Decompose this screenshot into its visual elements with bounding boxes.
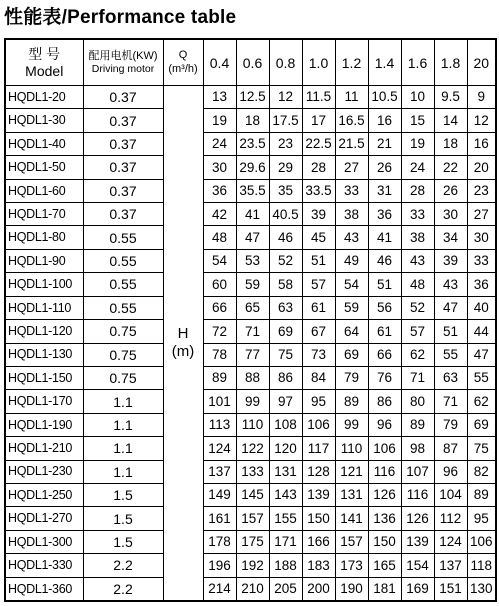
- model-cell: HQDL1-100: [5, 273, 83, 296]
- flow-value-header: 0.6: [236, 39, 269, 86]
- head-value-cell: 21.5: [335, 132, 368, 155]
- head-value-cell: 33: [401, 203, 434, 226]
- head-value-cell: 52: [401, 296, 434, 319]
- head-value-cell: 101: [203, 390, 236, 413]
- head-value-cell: 44: [467, 320, 496, 343]
- motor-header-en: Driving motor: [91, 62, 155, 75]
- model-cell: HQDL1-130: [5, 343, 83, 366]
- motor-power-cell: 1.5: [83, 530, 163, 553]
- head-value-cell: 79: [335, 366, 368, 389]
- head-value-cell: 47: [467, 343, 496, 366]
- head-value-cell: 60: [203, 273, 236, 296]
- motor-power-cell: 1.5: [83, 507, 163, 530]
- head-value-cell: 126: [368, 483, 401, 506]
- head-value-cell: 22: [434, 156, 467, 179]
- head-value-cell: 120: [269, 437, 302, 460]
- head-value-cell: 26: [368, 156, 401, 179]
- head-value-cell: 106: [467, 530, 496, 553]
- head-value-cell: 11: [335, 86, 368, 109]
- head-value-cell: 117: [302, 437, 335, 460]
- head-value-cell: 112: [434, 507, 467, 530]
- head-value-cell: 72: [203, 320, 236, 343]
- head-value-cell: 89: [467, 483, 496, 506]
- head-value-cell: 86: [368, 390, 401, 413]
- head-value-cell: 154: [401, 554, 434, 577]
- head-value-cell: 46: [368, 249, 401, 272]
- head-value-cell: 28: [302, 156, 335, 179]
- flow-header: [163, 39, 203, 86]
- motor-power-cell: 0.37: [83, 203, 163, 226]
- head-value-cell: 30: [434, 203, 467, 226]
- motor-power-cell: 0.75: [83, 320, 163, 343]
- head-label: H: [177, 325, 189, 343]
- head-value-cell: 27: [467, 203, 496, 226]
- motor-power-cell: 0.75: [83, 366, 163, 389]
- head-value-cell: 133: [236, 460, 269, 483]
- head-value-cell: 80: [401, 390, 434, 413]
- head-value-cell: 11.5: [302, 86, 335, 109]
- head-value-cell: 14: [434, 109, 467, 132]
- head-value-cell: 51: [434, 320, 467, 343]
- head-value-cell: 175: [236, 530, 269, 553]
- model-cell: HQDL1-110: [5, 296, 83, 319]
- head-value-cell: 71: [401, 366, 434, 389]
- head-value-cell: 48: [203, 226, 236, 249]
- head-value-cell: 15: [401, 109, 434, 132]
- model-cell: HQDL1-150: [5, 366, 83, 389]
- header-row: [5, 39, 496, 86]
- head-value-cell: 143: [269, 483, 302, 506]
- head-value-cell: 122: [236, 437, 269, 460]
- head-value-cell: 51: [368, 273, 401, 296]
- head-value-cell: 16.5: [335, 109, 368, 132]
- head-unit: (m): [171, 343, 195, 361]
- table-row: [5, 366, 496, 389]
- head-value-cell: 131: [335, 483, 368, 506]
- head-value-cell: 41: [236, 203, 269, 226]
- head-value-cell: 121: [335, 460, 368, 483]
- head-value-cell: 73: [302, 343, 335, 366]
- head-value-cell: 47: [434, 296, 467, 319]
- head-value-cell: 192: [236, 554, 269, 577]
- head-value-cell: 10.5: [368, 86, 401, 109]
- model-cell: HQDL1-270: [5, 507, 83, 530]
- head-value-cell: 54: [335, 273, 368, 296]
- head-value-cell: 190: [335, 577, 368, 601]
- motor-power-cell: 1.1: [83, 413, 163, 436]
- head-value-cell: 205: [269, 577, 302, 601]
- head-value-cell: 75: [269, 343, 302, 366]
- head-value-cell: 29.6: [236, 156, 269, 179]
- head-value-cell: 84: [302, 366, 335, 389]
- head-value-cell: 41: [368, 226, 401, 249]
- motor-power-cell: 0.75: [83, 343, 163, 366]
- head-value-cell: 99: [236, 390, 269, 413]
- performance-table: [4, 38, 497, 602]
- head-value-cell: 45: [302, 226, 335, 249]
- head-value-cell: 18: [236, 109, 269, 132]
- head-value-cell: 64: [335, 320, 368, 343]
- head-value-cell: 56: [368, 296, 401, 319]
- model-cell: HQDL1-30: [5, 109, 83, 132]
- head-value-cell: 110: [236, 413, 269, 436]
- head-value-cell: 53: [236, 249, 269, 272]
- head-value-cell: 66: [203, 296, 236, 319]
- head-value-cell: 157: [236, 507, 269, 530]
- head-value-cell: 76: [368, 366, 401, 389]
- flow-value-header: 1.4: [368, 39, 401, 86]
- model-cell: HQDL1-360: [5, 577, 83, 601]
- table-row: [5, 179, 496, 202]
- head-value-cell: 71: [434, 390, 467, 413]
- head-value-cell: 89: [335, 390, 368, 413]
- head-value-cell: 131: [269, 460, 302, 483]
- head-value-cell: 145: [236, 483, 269, 506]
- model-cell: HQDL1-40: [5, 132, 83, 155]
- head-value-cell: 188: [269, 554, 302, 577]
- head-value-cell: 9.5: [434, 86, 467, 109]
- head-value-cell: 23: [467, 179, 496, 202]
- head-value-cell: 196: [203, 554, 236, 577]
- head-value-cell: 59: [236, 273, 269, 296]
- table-row: [5, 577, 496, 601]
- head-value-cell: 77: [236, 343, 269, 366]
- head-value-cell: 71: [236, 320, 269, 343]
- table-row: [5, 226, 496, 249]
- head-value-cell: 43: [434, 273, 467, 296]
- head-value-cell: 116: [401, 483, 434, 506]
- head-value-cell: 169: [401, 577, 434, 601]
- head-value-cell: 39: [434, 249, 467, 272]
- motor-power-cell: 1.1: [83, 390, 163, 413]
- motor-power-cell: 0.37: [83, 156, 163, 179]
- head-value-cell: 87: [434, 437, 467, 460]
- head-value-cell: 107: [401, 460, 434, 483]
- motor-header-cn: 配用电机(KW): [88, 49, 158, 62]
- motor-power-cell: 2.2: [83, 577, 163, 601]
- table-row: [5, 413, 496, 436]
- flow-value-header: 1.8: [434, 39, 467, 86]
- table-row: [5, 203, 496, 226]
- head-value-cell: 23.5: [236, 132, 269, 155]
- head-value-cell: 30: [203, 156, 236, 179]
- head-value-cell: 24: [203, 132, 236, 155]
- head-value-cell: 99: [335, 413, 368, 436]
- head-value-cell: 9: [467, 86, 496, 109]
- head-value-cell: 128: [302, 460, 335, 483]
- head-value-cell: 38: [401, 226, 434, 249]
- model-header: [5, 39, 83, 86]
- table-row: [5, 132, 496, 155]
- head-value-cell: 24: [401, 156, 434, 179]
- head-value-cell: 104: [434, 483, 467, 506]
- head-value-cell: 79: [434, 413, 467, 436]
- table-row: [5, 507, 496, 530]
- head-value-cell: 82: [467, 460, 496, 483]
- model-cell: HQDL1-90: [5, 249, 83, 272]
- head-value-cell: 137: [434, 554, 467, 577]
- table-row: [5, 554, 496, 577]
- motor-power-cell: 0.55: [83, 296, 163, 319]
- head-value-cell: 150: [368, 530, 401, 553]
- motor-power-cell: 1.5: [83, 483, 163, 506]
- motor-power-cell: 0.37: [83, 132, 163, 155]
- table-row: [5, 296, 496, 319]
- head-value-cell: 59: [335, 296, 368, 319]
- head-value-cell: 33.5: [302, 179, 335, 202]
- table-row: [5, 390, 496, 413]
- flow-value-header: 1.0: [302, 39, 335, 86]
- flow-value-header: 1.2: [335, 39, 368, 86]
- model-header-cn: 型 号: [28, 45, 61, 62]
- head-value-cell: 40: [467, 296, 496, 319]
- head-value-cell: 35.5: [236, 179, 269, 202]
- head-value-cell: 166: [302, 530, 335, 553]
- flow-value-header: 1.6: [401, 39, 434, 86]
- head-value-cell: 17.5: [269, 109, 302, 132]
- head-value-cell: 139: [401, 530, 434, 553]
- head-value-cell: 66: [368, 343, 401, 366]
- flow-value-header: 0.8: [269, 39, 302, 86]
- head-value-cell: 57: [302, 273, 335, 296]
- model-cell: HQDL1-250: [5, 483, 83, 506]
- head-value-cell: 36: [368, 203, 401, 226]
- motor-power-cell: 0.37: [83, 109, 163, 132]
- head-value-cell: 18: [434, 132, 467, 155]
- head-value-cell: 38: [335, 203, 368, 226]
- model-cell: HQDL1-210: [5, 437, 83, 460]
- head-label-cell: [163, 86, 203, 601]
- head-value-cell: 22.5: [302, 132, 335, 155]
- head-value-cell: 155: [269, 507, 302, 530]
- head-value-cell: 49: [335, 249, 368, 272]
- motor-power-cell: 0.55: [83, 273, 163, 296]
- head-value-cell: 141: [335, 507, 368, 530]
- table-row: [5, 320, 496, 343]
- head-value-cell: 210: [236, 577, 269, 601]
- model-cell: HQDL1-120: [5, 320, 83, 343]
- head-value-cell: 137: [203, 460, 236, 483]
- head-value-cell: 54: [203, 249, 236, 272]
- motor-power-cell: 1.1: [83, 437, 163, 460]
- head-value-cell: 65: [236, 296, 269, 319]
- flow-symbol: Q: [178, 49, 188, 62]
- page-title: 性能表/Performance table: [4, 7, 237, 28]
- table-row: [5, 343, 496, 366]
- head-value-cell: 130: [467, 577, 496, 601]
- head-value-cell: 51: [302, 249, 335, 272]
- model-cell: HQDL1-20: [5, 86, 83, 109]
- head-value-cell: 88: [236, 366, 269, 389]
- head-value-cell: 108: [269, 413, 302, 436]
- head-value-cell: 20: [467, 156, 496, 179]
- head-value-cell: 40.5: [269, 203, 302, 226]
- head-value-cell: 43: [335, 226, 368, 249]
- head-value-cell: 10: [401, 86, 434, 109]
- head-value-cell: 55: [434, 343, 467, 366]
- head-value-cell: 63: [269, 296, 302, 319]
- head-value-cell: 171: [269, 530, 302, 553]
- head-value-cell: 86: [269, 366, 302, 389]
- model-cell: HQDL1-190: [5, 413, 83, 436]
- flow-value-header: 0.4: [203, 39, 236, 86]
- model-cell: HQDL1-230: [5, 460, 83, 483]
- head-value-cell: 57: [401, 320, 434, 343]
- head-value-cell: 126: [401, 507, 434, 530]
- motor-power-cell: 2.2: [83, 554, 163, 577]
- head-value-cell: 17: [302, 109, 335, 132]
- head-value-cell: 89: [401, 413, 434, 436]
- table-row: [5, 156, 496, 179]
- head-value-cell: 62: [467, 390, 496, 413]
- table-row: [5, 460, 496, 483]
- head-value-cell: 124: [203, 437, 236, 460]
- head-value-cell: 28: [401, 179, 434, 202]
- head-value-cell: 116: [368, 460, 401, 483]
- head-value-cell: 31: [368, 179, 401, 202]
- head-value-cell: 33: [467, 249, 496, 272]
- head-value-cell: 165: [368, 554, 401, 577]
- head-value-cell: 52: [269, 249, 302, 272]
- head-value-cell: 214: [203, 577, 236, 601]
- head-value-cell: 36: [203, 179, 236, 202]
- head-value-cell: 78: [203, 343, 236, 366]
- head-value-cell: 35: [269, 179, 302, 202]
- head-value-cell: 36: [467, 273, 496, 296]
- head-value-cell: 69: [269, 320, 302, 343]
- table-row: [5, 437, 496, 460]
- head-value-cell: 13: [203, 86, 236, 109]
- head-value-cell: 75: [467, 437, 496, 460]
- head-value-cell: 124: [434, 530, 467, 553]
- head-value-cell: 33: [335, 179, 368, 202]
- model-cell: HQDL1-330: [5, 554, 83, 577]
- head-value-cell: 23: [269, 132, 302, 155]
- head-value-cell: 16: [467, 132, 496, 155]
- head-value-cell: 69: [467, 413, 496, 436]
- model-cell: HQDL1-70: [5, 203, 83, 226]
- head-value-cell: 96: [368, 413, 401, 436]
- table-row: [5, 483, 496, 506]
- head-value-cell: 69: [335, 343, 368, 366]
- head-value-cell: 29: [269, 156, 302, 179]
- head-value-cell: 157: [335, 530, 368, 553]
- head-value-cell: 43: [401, 249, 434, 272]
- head-value-cell: 149: [203, 483, 236, 506]
- head-value-cell: 95: [302, 390, 335, 413]
- head-value-cell: 61: [368, 320, 401, 343]
- head-value-cell: 16: [368, 109, 401, 132]
- motor-power-cell: 0.55: [83, 249, 163, 272]
- head-value-cell: 47: [236, 226, 269, 249]
- head-value-cell: 21: [368, 132, 401, 155]
- model-cell: HQDL1-50: [5, 156, 83, 179]
- motor-power-cell: 1.1: [83, 460, 163, 483]
- table-row: [5, 86, 496, 109]
- head-value-cell: 178: [203, 530, 236, 553]
- head-value-cell: 12.5: [236, 86, 269, 109]
- head-value-cell: 97: [269, 390, 302, 413]
- head-value-cell: 39: [302, 203, 335, 226]
- head-value-cell: 98: [401, 437, 434, 460]
- head-value-cell: 61: [302, 296, 335, 319]
- motor-power-cell: 0.37: [83, 86, 163, 109]
- head-value-cell: 110: [335, 437, 368, 460]
- head-value-cell: 58: [269, 273, 302, 296]
- head-value-cell: 89: [203, 366, 236, 389]
- head-value-cell: 96: [434, 460, 467, 483]
- head-value-cell: 42: [203, 203, 236, 226]
- head-value-cell: 106: [302, 413, 335, 436]
- head-value-cell: 30: [467, 226, 496, 249]
- motor-power-cell: 0.37: [83, 179, 163, 202]
- head-value-cell: 118: [467, 554, 496, 577]
- head-value-cell: 62: [401, 343, 434, 366]
- head-value-cell: 151: [434, 577, 467, 601]
- model-cell: HQDL1-80: [5, 226, 83, 249]
- head-value-cell: 161: [203, 507, 236, 530]
- head-value-cell: 136: [368, 507, 401, 530]
- head-value-cell: 200: [302, 577, 335, 601]
- head-value-cell: 95: [467, 507, 496, 530]
- head-value-cell: 139: [302, 483, 335, 506]
- motor-power-cell: 0.55: [83, 226, 163, 249]
- head-value-cell: 106: [368, 437, 401, 460]
- head-value-cell: 48: [401, 273, 434, 296]
- head-value-cell: 27: [335, 156, 368, 179]
- head-value-cell: 12: [467, 109, 496, 132]
- motor-header: [83, 39, 163, 86]
- head-value-cell: 173: [335, 554, 368, 577]
- head-value-cell: 46: [269, 226, 302, 249]
- table-row: [5, 249, 496, 272]
- head-value-cell: 19: [401, 132, 434, 155]
- head-value-cell: 55: [467, 366, 496, 389]
- head-value-cell: 12: [269, 86, 302, 109]
- flow-unit: (m³/h): [168, 62, 198, 75]
- head-value-cell: 150: [302, 507, 335, 530]
- head-value-cell: 26: [434, 179, 467, 202]
- flow-value-header: 20: [467, 39, 496, 86]
- head-value-cell: 63: [434, 366, 467, 389]
- model-header-en: Model: [25, 62, 64, 79]
- head-value-cell: 183: [302, 554, 335, 577]
- table-row: [5, 273, 496, 296]
- table-row: [5, 109, 496, 132]
- performance-table-wrapper: [4, 38, 496, 602]
- head-value-cell: 19: [203, 109, 236, 132]
- head-value-cell: 181: [368, 577, 401, 601]
- head-value-cell: 34: [434, 226, 467, 249]
- head-value-cell: 67: [302, 320, 335, 343]
- model-cell: HQDL1-60: [5, 179, 83, 202]
- model-cell: HQDL1-300: [5, 530, 83, 553]
- model-cell: HQDL1-170: [5, 390, 83, 413]
- table-row: [5, 530, 496, 553]
- head-value-cell: 113: [203, 413, 236, 436]
